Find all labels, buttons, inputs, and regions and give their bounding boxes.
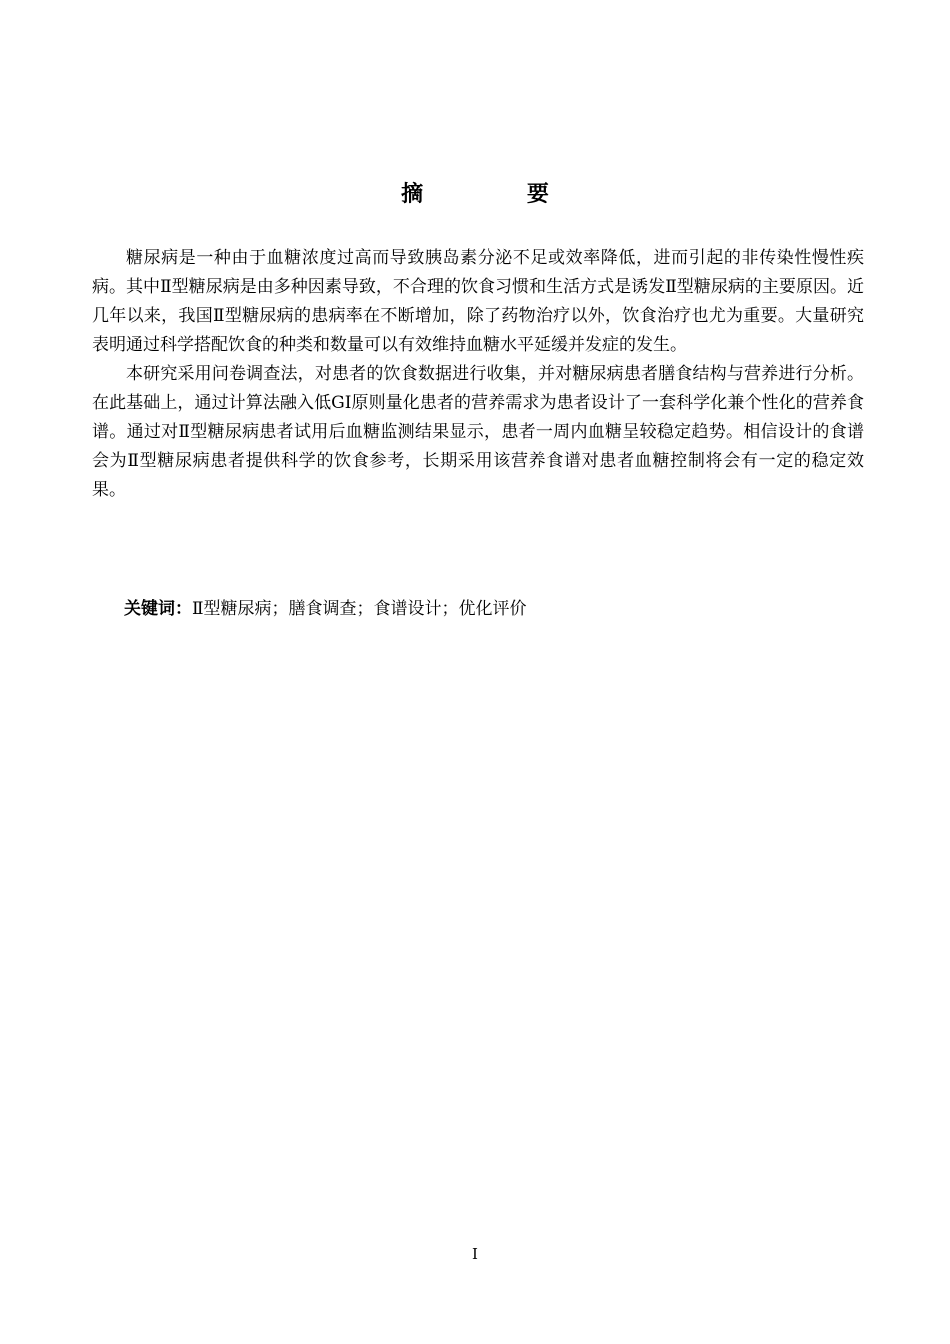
abstract-paragraph-1: 糖尿病是一种由于血糖浓度过高而导致胰岛素分泌不足或效率降低，进而引起的非传染性慢性疾病。其中Ⅱ型糖尿病是由多种因素导致，不合理的饮食习惯和生活方式是诱发Ⅱ型糖尿病的主要原因。近几年以来，我国Ⅱ型糖尿病的患病率在不断增加，除了药物治疗以外，饮食治疗也尤为重要。大量研究表明通过科学搭配饮食的种类和数量可以有效维持血糖水平延缓并发症的发生。 (92, 248, 864, 355)
keywords-label: 关键词： (124, 599, 192, 619)
page-title: 摘 要 (401, 182, 597, 207)
abstract-body (92, 244, 864, 505)
keywords-text: Ⅱ型糖尿病；膳食调查；食谱设计；优化评价 (192, 599, 527, 619)
keywords-line (124, 595, 864, 624)
page-number: I (472, 1245, 478, 1263)
abstract-paragraph-2: 本研究采用问卷调查法，对患者的饮食数据进行收集，并对糖尿病患者膳食结构与营养进行分析。在此基础上，通过计算法融入低GI原则量化患者的营养需求为患者设计了一套科学化兼个性化的营养食谱。通过对Ⅱ型糖尿病患者试用后血糖监测结果显示，患者一周内血糖呈较稳定趋势。相信设计的食谱会为Ⅱ型糖尿病患者提供科学的饮食参考，长期采用该营养食谱对患者血糖控制将会有一定的稳定效果。 (92, 364, 864, 500)
